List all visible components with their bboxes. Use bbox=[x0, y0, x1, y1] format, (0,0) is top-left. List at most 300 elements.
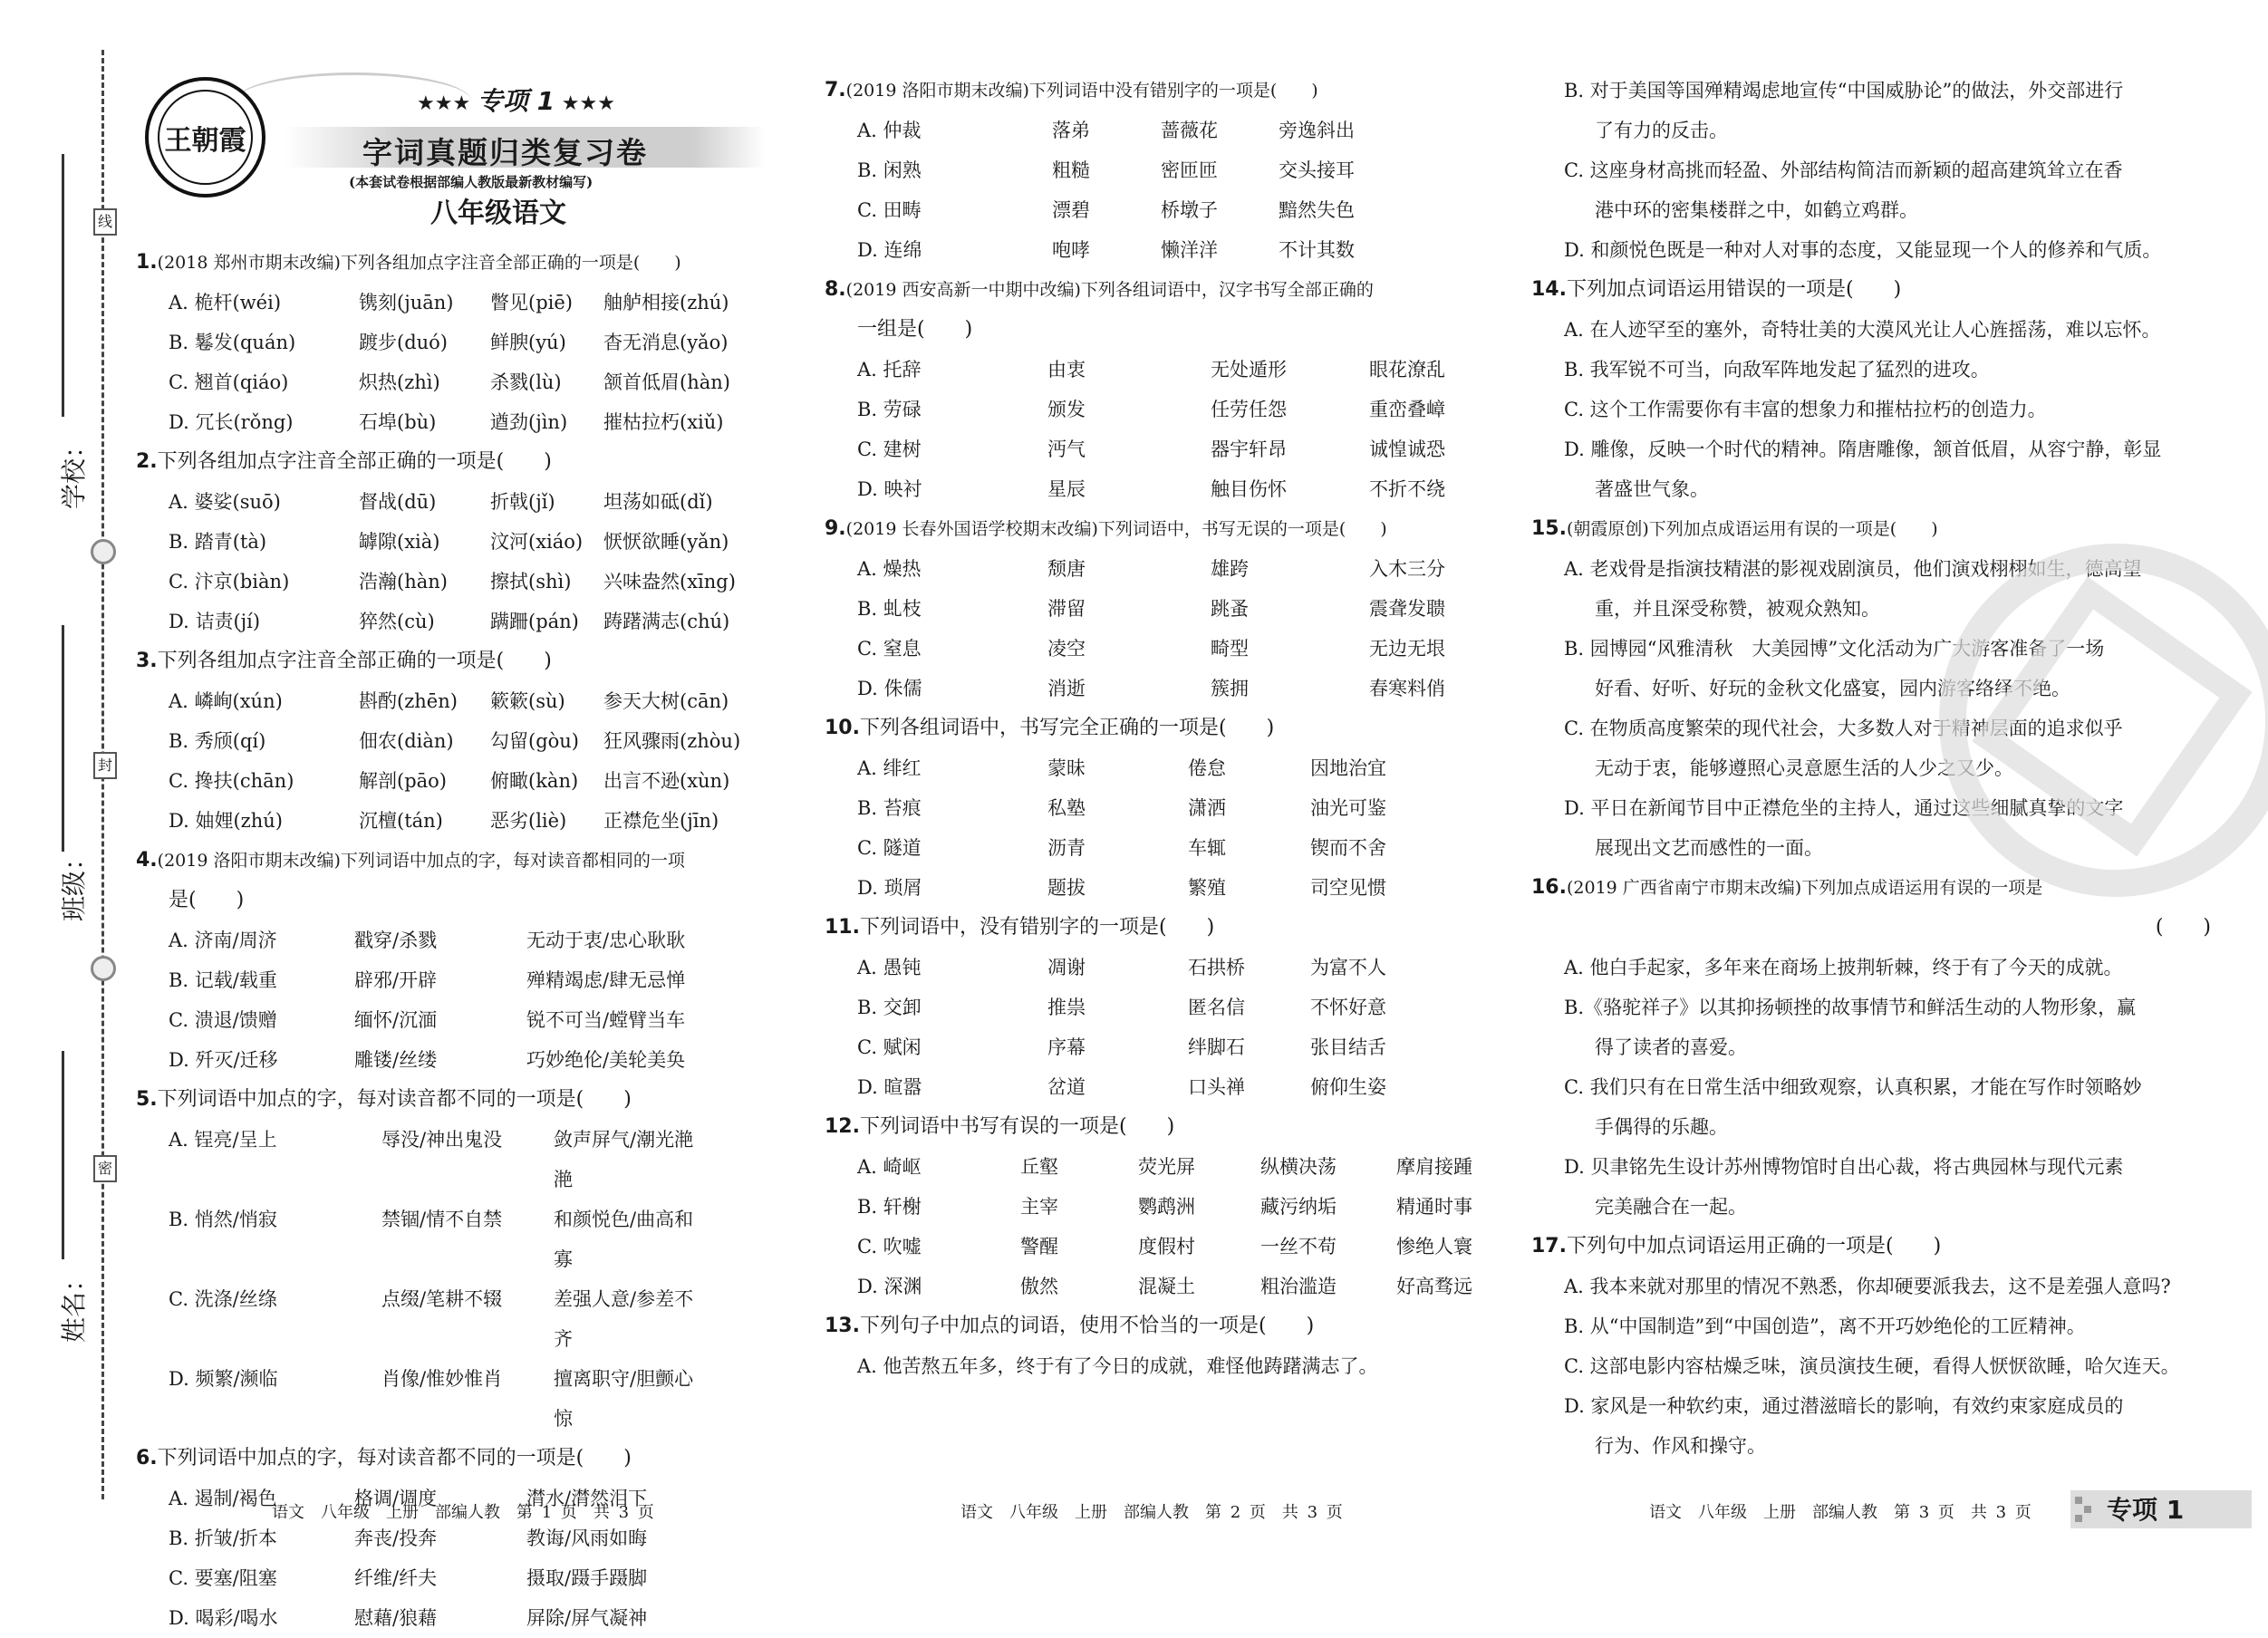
option-item: 恹恹欲睡(yǎn) bbox=[603, 531, 729, 553]
option-item: D. 暄嚣 bbox=[857, 1076, 922, 1098]
topic-line: ★★★ 专项 1 ★★★ bbox=[417, 86, 615, 116]
option-item: 擦拭(shì) bbox=[490, 571, 572, 593]
option-item: 勾留(gòu) bbox=[490, 730, 579, 752]
option-item: B. 轩榭 bbox=[857, 1196, 922, 1218]
option-item: 漂碧 bbox=[1052, 199, 1090, 221]
option-item: 诚惶诚恐 bbox=[1369, 438, 1445, 460]
option-item: 潸水/潸然泪下 bbox=[526, 1488, 648, 1509]
option-item: 罅隙(xià) bbox=[359, 531, 440, 553]
option-row bbox=[857, 868, 1522, 908]
option-item: 纤维/纤夫 bbox=[354, 1567, 438, 1589]
option-item: 混凝土 bbox=[1138, 1276, 1195, 1297]
option-item: 慰藉/狼藉 bbox=[354, 1607, 438, 1629]
option-item: A. 燥热 bbox=[857, 558, 922, 580]
class-fill-line bbox=[62, 625, 64, 852]
option-row bbox=[857, 1227, 1522, 1267]
brand-logo: 王朝霞 bbox=[145, 77, 265, 198]
question-text: 15. bbox=[1531, 517, 1567, 540]
question-text bbox=[825, 509, 1522, 549]
option-item: 石拱桥 bbox=[1188, 957, 1245, 978]
option-item: 序幕 bbox=[1047, 1036, 1086, 1058]
option-item: 沔气 bbox=[1047, 438, 1086, 460]
option-item: 精通时事 bbox=[1396, 1196, 1472, 1218]
option-item: 教诲/风雨如晦 bbox=[526, 1527, 648, 1549]
option-item: 坦荡如砥(dǐ) bbox=[603, 491, 713, 513]
option-item: C. 窒息 bbox=[857, 638, 922, 660]
question-8 bbox=[825, 270, 1522, 509]
question-text: (2019 西安高新一中期中改编)下列各组词语中，汉字书写全部正确的 bbox=[845, 280, 1374, 300]
option-line: 展现出文艺而感性的一面。 bbox=[1595, 837, 1823, 859]
option-item: C. 赋闲 bbox=[857, 1036, 922, 1058]
option-item: 星辰 bbox=[1047, 478, 1086, 500]
option-item: 因地治宜 bbox=[1310, 757, 1386, 779]
option-item: 汶河(xiáo) bbox=[490, 531, 584, 553]
option-item: 斟酌(zhēn) bbox=[359, 690, 458, 712]
option-line: 重，并且深受称赞，被观众熟知。 bbox=[1595, 598, 1880, 620]
question-text: (2019 长春外国语学校期末改编)下列词语中，书写无误的一项是( ) bbox=[845, 519, 1387, 539]
option-item: 簌簌(sù) bbox=[490, 690, 565, 712]
question-text bbox=[136, 442, 806, 482]
option-row bbox=[857, 988, 1522, 1027]
option-item: 沉檀(tán) bbox=[359, 810, 443, 832]
option-item: 颔首低眉(hàn) bbox=[603, 371, 730, 393]
option-row bbox=[169, 1518, 806, 1558]
question-text: (朝霞原创)下列加点成语运用有误的一项是( ) bbox=[1566, 519, 1938, 539]
option-item: 正襟危坐(jīn) bbox=[603, 810, 719, 832]
question-5 bbox=[136, 1080, 806, 1439]
option-item: 沥青 bbox=[1047, 837, 1086, 859]
option-item: 凌空 bbox=[1047, 638, 1086, 660]
question-text bbox=[136, 1439, 806, 1479]
option-item: 戳穿/杀戮 bbox=[354, 930, 438, 951]
option-row bbox=[169, 602, 806, 641]
option-item: 摧枯拉朽(xiǔ) bbox=[603, 411, 724, 433]
option-item: 倦怠 bbox=[1188, 757, 1226, 779]
option-item: B. 鬈发(quán) bbox=[169, 332, 296, 353]
question-text: 下列词语中书写有误的一项是( ) bbox=[859, 1115, 1175, 1138]
option-item: 春寒料俏 bbox=[1369, 678, 1445, 699]
column-2 bbox=[825, 71, 1522, 1386]
option-item: 由衷 bbox=[1047, 359, 1086, 381]
option-item: 俯仰生姿 bbox=[1310, 1076, 1386, 1098]
option-item: 岔道 bbox=[1047, 1076, 1086, 1098]
paper-subtitle: (本套试卷根据部编人教版最新教材编写) bbox=[349, 174, 594, 190]
page-footer-3: 语文 八年级 上册 部编人教 第 3 页 共 3 页 bbox=[1649, 1503, 2032, 1522]
question-text: 一组是( ) bbox=[857, 318, 973, 341]
question-text bbox=[136, 641, 806, 681]
option-item: 屏除/屏气凝神 bbox=[526, 1607, 648, 1629]
option-line: C. 这个工作需要你有丰富的想象力和摧枯拉朽的创造力。 bbox=[1564, 399, 2047, 420]
option-item: 摩肩接踵 bbox=[1396, 1156, 1472, 1178]
option-item: D. 映衬 bbox=[857, 478, 922, 500]
option-item: 杀戮(lù) bbox=[490, 371, 562, 393]
option-line: A. 老戏骨是指演技精湛的影视戏剧演员，他们演戏栩栩如生，德高望 bbox=[1564, 558, 2142, 580]
question-text: 是( ) bbox=[169, 889, 245, 911]
option-row bbox=[857, 190, 1522, 230]
question-text: 17. bbox=[1531, 1235, 1567, 1257]
question-text: 4. bbox=[136, 849, 158, 872]
question-1 bbox=[136, 243, 806, 442]
option-line: B. 园博园“风雅清秋 大美园博”文化活动为广大游客准备了一场 bbox=[1564, 638, 2105, 660]
seal-mark: 线 bbox=[93, 208, 117, 236]
name-fill-line bbox=[62, 1051, 64, 1259]
option-item: 口头禅 bbox=[1188, 1076, 1245, 1098]
option-item: 蒙昧 bbox=[1047, 757, 1086, 779]
option-row bbox=[169, 1200, 806, 1279]
question-text bbox=[825, 270, 1522, 310]
option-item: A. 绯红 bbox=[857, 757, 922, 779]
option-item: D. 连绵 bbox=[857, 239, 922, 261]
question-12 bbox=[825, 1107, 1522, 1306]
question-text bbox=[136, 243, 806, 283]
option-line: 著盛世气象。 bbox=[1595, 478, 1709, 500]
option-item: 一丝不苟 bbox=[1260, 1236, 1337, 1257]
option-item: 颁发 bbox=[1047, 399, 1086, 420]
question-text: 下列加点词语运用错误的一项是( ) bbox=[1566, 278, 1902, 301]
question-text bbox=[825, 708, 1522, 748]
option-item: 私塾 bbox=[1047, 797, 1086, 819]
option-item: A. 锃亮/呈上 bbox=[169, 1129, 277, 1151]
option-item: B. 苔痕 bbox=[857, 797, 922, 819]
option-row bbox=[857, 629, 1522, 669]
option-row bbox=[169, 323, 806, 362]
option-item: B. 踏青(tà) bbox=[169, 531, 267, 553]
column-1 bbox=[136, 243, 806, 1638]
option-item: 密匝匝 bbox=[1161, 159, 1218, 181]
seal-mark: 密 bbox=[93, 1155, 117, 1182]
option-item: 簇拥 bbox=[1211, 678, 1249, 699]
option-item: 肖像/惟妙惟肖 bbox=[381, 1368, 503, 1390]
option-row bbox=[857, 230, 1522, 270]
question-text bbox=[1531, 270, 2247, 310]
option-line: C. 在物质高度繁荣的现代社会，大多数人对于精神层面的追求似乎 bbox=[1564, 718, 2123, 739]
option-line: D. 雕像，反映一个时代的精神。隋唐雕像，颔首低眉，从容宁静，彰显 bbox=[1564, 438, 2162, 460]
option-item: 禁锢/情不自禁 bbox=[381, 1209, 503, 1230]
option-line: 行为、作风和操守。 bbox=[1595, 1435, 1766, 1457]
option-item: 和颜悦色/曲高和寡 bbox=[554, 1209, 694, 1270]
option-item: C. 田畴 bbox=[857, 199, 922, 221]
option-item: 瞥见(piē) bbox=[490, 292, 573, 313]
option-item: 推祟 bbox=[1047, 997, 1086, 1018]
option-item: C. 翘首(qiáo) bbox=[169, 371, 289, 393]
option-item: 差强人意/参差不齐 bbox=[554, 1288, 694, 1350]
option-item: 荧光屏 bbox=[1138, 1156, 1195, 1178]
option-item: 警醒 bbox=[1020, 1236, 1058, 1257]
option-item: A. 托辞 bbox=[857, 359, 922, 381]
seal-mark: 封 bbox=[93, 752, 117, 779]
question-text: 12. bbox=[825, 1115, 860, 1138]
option-line: D. 平日在新闻节目中正襟危坐的主持人，通过这些细腻真挚的文字 bbox=[1564, 797, 2124, 819]
option-item: 擅离职守/胆颤心惊 bbox=[554, 1368, 694, 1430]
option-item: 凋谢 bbox=[1047, 957, 1086, 978]
option-item: C. 汴京(biàn) bbox=[169, 571, 290, 593]
option-item: 为富不人 bbox=[1310, 957, 1386, 978]
option-item: B. 悄然/悄寂 bbox=[169, 1209, 277, 1230]
option-row bbox=[169, 283, 806, 323]
option-row bbox=[169, 1040, 806, 1080]
school-label: 学校： bbox=[59, 432, 90, 510]
option-item: C. 溃退/馈赠 bbox=[169, 1009, 277, 1031]
option-row bbox=[857, 1267, 1522, 1306]
question-text: 10. bbox=[825, 717, 860, 739]
option-line: 得了读者的喜爱。 bbox=[1595, 1036, 1747, 1058]
option-item: 恶劣(liè) bbox=[490, 810, 567, 832]
option-item: 无边无垠 bbox=[1369, 638, 1445, 660]
option-item: 遒劲(jìn) bbox=[490, 411, 568, 433]
option-item: A. 愚钝 bbox=[857, 957, 922, 978]
option-row bbox=[857, 589, 1522, 629]
question-text: 11. bbox=[825, 916, 860, 939]
question-9 bbox=[825, 509, 1522, 708]
option-line: 手偶得的乐趣。 bbox=[1595, 1116, 1728, 1138]
corner-tag: 专项 1 bbox=[2107, 1495, 2185, 1525]
option-item: 震聋发聩 bbox=[1369, 598, 1445, 620]
option-item: 佃农(diàn) bbox=[359, 730, 454, 752]
option-line: D. 和颜悦色既是一种对人对事的态度，又能显现一个人的修养和气质。 bbox=[1564, 239, 2162, 261]
option-item: D. 深渊 bbox=[857, 1276, 922, 1297]
option-row bbox=[857, 350, 1522, 390]
option-item: B. 折皱/折本 bbox=[169, 1527, 277, 1549]
option-item: 咆哮 bbox=[1052, 239, 1090, 261]
option-row bbox=[857, 748, 1522, 788]
option-item: C. 吹嘘 bbox=[857, 1236, 922, 1257]
option-item: 雕镂/丝缕 bbox=[354, 1049, 438, 1071]
option-item: 辱没/神出鬼没 bbox=[381, 1129, 503, 1151]
option-item: 杳无消息(yǎo) bbox=[603, 332, 729, 353]
option-item: 炽热(zhì) bbox=[359, 371, 440, 393]
option-item: 辟邪/开辟 bbox=[354, 969, 438, 991]
option-item: B. 记载/载重 bbox=[169, 969, 277, 991]
option-line: 好看、好听、好玩的金秋文化盛宴，园内游客络绎不绝。 bbox=[1595, 678, 2070, 699]
question-4 bbox=[136, 841, 806, 1080]
option-item: A. 仲裁 bbox=[857, 120, 922, 141]
option-line: B. 从“中国制造”到“中国创造”，离不开巧妙绝伦的工匠精神。 bbox=[1564, 1315, 2086, 1337]
option-item: B. 秀颀(qí) bbox=[169, 730, 266, 752]
question-text bbox=[825, 908, 1522, 948]
option-item: 粗治滥造 bbox=[1260, 1276, 1337, 1297]
option-line: A. 他白手起家，多年来在商场上披荆斩棘，终于有了今天的成就。 bbox=[1564, 957, 2123, 978]
decor-square bbox=[2075, 1515, 2082, 1522]
option-item: 锲而不舍 bbox=[1310, 837, 1386, 859]
option-line: A. 他苦熬五年多，终于有了今日的成就，难怪他踌躇满志了。 bbox=[857, 1355, 1378, 1377]
option-item: 踌躇满志(chú) bbox=[603, 611, 730, 632]
question-text: 1. bbox=[136, 251, 158, 274]
option-item: D. 侏儒 bbox=[857, 678, 922, 699]
option-item: 懒洋洋 bbox=[1161, 239, 1218, 261]
question-text: 2. bbox=[136, 450, 158, 473]
question-text: ( ) bbox=[2155, 916, 2211, 939]
option-item: 旁逸斜出 bbox=[1279, 120, 1355, 141]
option-item: D. 喝彩/喝水 bbox=[169, 1607, 278, 1629]
option-item: D. 诘责(jí) bbox=[169, 611, 261, 632]
option-item: D. 频繁/濒临 bbox=[169, 1368, 278, 1390]
option-item: 傲然 bbox=[1020, 1276, 1058, 1297]
option-item: 狂风骤雨(zhòu) bbox=[603, 730, 741, 752]
option-line: B.《骆驼祥子》以其抑扬顿挫的故事情节和鲜活生动的人物形象，赢 bbox=[1564, 997, 2137, 1018]
option-item: D. 琐屑 bbox=[857, 877, 922, 899]
option-line: C. 这部电影内容枯燥乏味，演员演技生硬，看得人恹恹欲睡，哈欠连天。 bbox=[1564, 1355, 2180, 1377]
option-item: 跳蚤 bbox=[1211, 598, 1249, 620]
option-item: 不怀好意 bbox=[1310, 997, 1386, 1018]
option-item: 解剖(pāo) bbox=[359, 770, 447, 792]
option-item: 消逝 bbox=[1047, 678, 1086, 699]
option-line: 完美融合在一起。 bbox=[1595, 1196, 1747, 1218]
option-item: 石埠(bù) bbox=[359, 411, 437, 433]
option-item: D. 妯娌(zhú) bbox=[169, 810, 283, 832]
option-item: 无处遁形 bbox=[1211, 359, 1287, 381]
option-item: 雄跨 bbox=[1211, 558, 1249, 580]
option-item: 惨绝人寰 bbox=[1396, 1236, 1472, 1257]
option-item: C. 搀扶(chān) bbox=[169, 770, 294, 792]
option-item: 奔丧/投奔 bbox=[354, 1527, 438, 1549]
option-item: 不折不绕 bbox=[1369, 478, 1445, 500]
option-item: 触目伤怀 bbox=[1211, 478, 1287, 500]
option-item: 兴味盎然(xīng) bbox=[603, 571, 736, 593]
option-row bbox=[169, 761, 806, 801]
decor-square bbox=[2075, 1497, 2082, 1504]
option-item: 张目结舌 bbox=[1310, 1036, 1386, 1058]
question-17 bbox=[1531, 1227, 2247, 1466]
option-item: 绊脚石 bbox=[1188, 1036, 1245, 1058]
option-row bbox=[169, 1120, 806, 1200]
option-item: 桥墩子 bbox=[1161, 199, 1218, 221]
option-item: 藏污纳垢 bbox=[1260, 1196, 1337, 1218]
option-row bbox=[169, 920, 806, 960]
option-item: 滞留 bbox=[1047, 598, 1086, 620]
question-13 bbox=[825, 1306, 1522, 1386]
option-item: 交头接耳 bbox=[1279, 159, 1355, 181]
option-item: B. 虬枝 bbox=[857, 598, 922, 620]
option-item: 好高骛远 bbox=[1396, 1276, 1472, 1297]
ring-icon bbox=[91, 539, 116, 564]
page-footer-1: 语文 八年级 上册 部编人教 第 1 页 共 3 页 bbox=[272, 1503, 654, 1522]
option-row bbox=[169, 960, 806, 1000]
option-item: 潇洒 bbox=[1188, 797, 1226, 819]
option-item: 俯瞰(kàn) bbox=[490, 770, 579, 792]
option-row bbox=[857, 828, 1522, 868]
question-text: 下列词语中加点的字，每对读音都不同的一项是( ) bbox=[157, 1447, 632, 1469]
option-item: A. 嶙峋(xún) bbox=[169, 690, 283, 712]
option-row bbox=[857, 469, 1522, 509]
question-text: 下列各组加点字注音全部正确的一项是( ) bbox=[157, 650, 552, 672]
page-footer-2: 语文 八年级 上册 部编人教 第 2 页 共 3 页 bbox=[960, 1503, 1343, 1522]
option-row bbox=[857, 111, 1522, 150]
option-item: D. 歼灭/迁移 bbox=[169, 1049, 278, 1071]
paper-title: 字词真题归类复习卷 bbox=[362, 135, 648, 170]
option-item: A. 婆娑(suō) bbox=[169, 491, 281, 513]
option-row bbox=[169, 1359, 806, 1439]
option-item: C. 隧道 bbox=[857, 837, 922, 859]
option-item: A. 济南/周济 bbox=[169, 930, 277, 951]
option-row bbox=[857, 669, 1522, 708]
option-item: A. 桅杆(wéi) bbox=[169, 292, 282, 313]
option-item: 不计其数 bbox=[1279, 239, 1355, 261]
option-item: 鲜腴(yú) bbox=[490, 332, 566, 353]
option-item: 点缀/笔耕不辍 bbox=[381, 1288, 503, 1310]
option-item: 粗糙 bbox=[1052, 159, 1090, 181]
question-text: 8. bbox=[825, 278, 846, 301]
option-item: 蹒跚(pán) bbox=[490, 611, 579, 632]
question-text: (2019 广西省南宁市期末改编)下列加点成语运用有误的一项是 bbox=[1566, 878, 2043, 898]
option-line: A. 在人迹罕至的塞外，奇特壮美的大漠风光让人心旌摇荡，难以忘怀。 bbox=[1564, 319, 2161, 341]
question-text: 下列各组加点字注音全部正确的一项是( ) bbox=[157, 450, 552, 473]
option-item: 畸型 bbox=[1211, 638, 1249, 660]
question-13-continued bbox=[1531, 71, 2247, 270]
option-item: 缅怀/沉湎 bbox=[354, 1009, 438, 1031]
option-item: 繁殖 bbox=[1188, 877, 1226, 899]
question-7 bbox=[825, 71, 1522, 270]
question-text bbox=[825, 71, 1522, 111]
option-row bbox=[857, 1067, 1522, 1107]
question-3 bbox=[136, 641, 806, 841]
question-14 bbox=[1531, 270, 2247, 509]
option-item: 丘壑 bbox=[1020, 1156, 1058, 1178]
option-item: 折戟(jǐ) bbox=[490, 491, 555, 513]
option-row bbox=[857, 429, 1522, 469]
option-item: A. 遏制/褐色 bbox=[169, 1488, 277, 1509]
option-row bbox=[857, 1147, 1522, 1187]
option-row bbox=[169, 402, 806, 442]
option-item: 参天大树(cān) bbox=[603, 690, 729, 712]
option-row bbox=[857, 150, 1522, 190]
option-row bbox=[169, 522, 806, 562]
option-item: 落弟 bbox=[1052, 120, 1090, 141]
option-row bbox=[857, 948, 1522, 988]
option-item: 敛声屏气/潮光滟滟 bbox=[554, 1129, 694, 1190]
option-item: 颓唐 bbox=[1047, 558, 1086, 580]
option-item: 司空见惯 bbox=[1310, 877, 1386, 899]
grade-title: 八年级语文 bbox=[430, 198, 566, 229]
option-row bbox=[857, 390, 1522, 429]
option-item: 蔷薇花 bbox=[1161, 120, 1218, 141]
option-item: 出言不逊(xùn) bbox=[603, 770, 730, 792]
option-item: 巧妙绝伦/美轮美奂 bbox=[526, 1049, 686, 1071]
option-row bbox=[169, 801, 806, 841]
option-line: D. 贝聿铭先生设计苏州博物馆时自出心裁，将古典园林与现代元素 bbox=[1564, 1156, 2124, 1178]
paper-header bbox=[145, 72, 779, 231]
option-item: C. 洗涤/丝绦 bbox=[169, 1288, 277, 1310]
option-row bbox=[169, 1558, 806, 1598]
question-text bbox=[825, 1306, 1522, 1346]
question-text: (2018 郑州市期末改编)下列各组加点字注音全部正确的一项是( ) bbox=[157, 253, 681, 273]
option-item: 无动于衷/忠心耿耿 bbox=[526, 930, 686, 951]
option-item: 黯然失色 bbox=[1279, 199, 1355, 221]
option-line: C. 我们只有在日常生活中细致观察，认真积累，才能在写作时领略妙 bbox=[1564, 1076, 2142, 1098]
question-text bbox=[825, 1107, 1522, 1147]
option-item: 眼花潦乱 bbox=[1369, 359, 1445, 381]
option-item: B. 劳碌 bbox=[857, 399, 922, 420]
option-line: C. 这座身材高挑而轻盈、外部结构简洁而新颖的超高建筑耸立在香 bbox=[1564, 159, 2123, 181]
question-text: (2019 洛阳市期末改编)下列词语中加点的字，每对读音都相同的一项 bbox=[157, 851, 685, 871]
option-line: B. 对于美国等国殚精竭虑地宣传“中国威胁论”的做法，外交部进行 bbox=[1564, 80, 2124, 101]
option-item: 主宰 bbox=[1020, 1196, 1058, 1218]
decor-square bbox=[2084, 1506, 2091, 1513]
question-text: 3. bbox=[136, 650, 158, 672]
option-row bbox=[169, 362, 806, 402]
question-text bbox=[136, 1080, 806, 1120]
option-item: 度假村 bbox=[1138, 1236, 1195, 1257]
option-row bbox=[169, 721, 806, 761]
option-item: C. 要塞/阻塞 bbox=[169, 1567, 277, 1589]
question-text: 下列词语中，没有错别字的一项是( ) bbox=[859, 916, 1215, 939]
ring-icon bbox=[91, 956, 116, 981]
question-text: 下列各组词语中，书写完全正确的一项是( ) bbox=[859, 717, 1275, 739]
option-item: D. 冗长(rǒng) bbox=[169, 411, 294, 433]
option-row bbox=[169, 482, 806, 522]
question-text: 5. bbox=[136, 1088, 158, 1111]
option-line: 了有力的反击。 bbox=[1595, 120, 1728, 141]
class-label: 班级： bbox=[59, 844, 90, 922]
